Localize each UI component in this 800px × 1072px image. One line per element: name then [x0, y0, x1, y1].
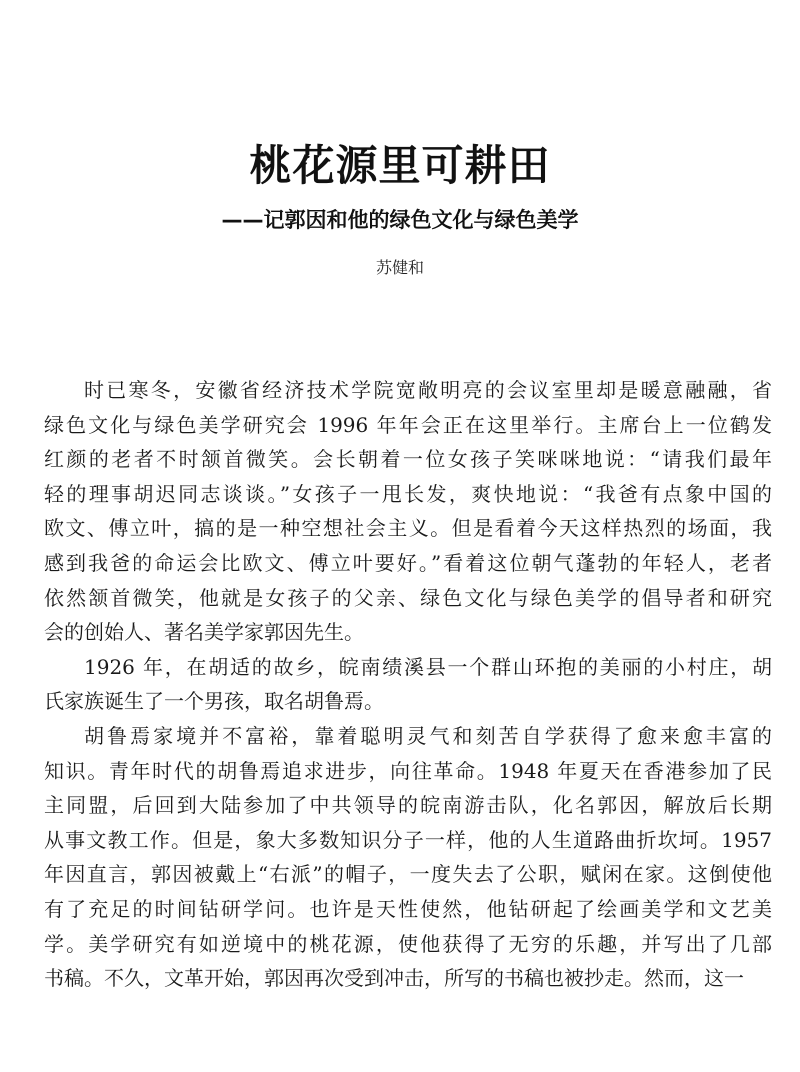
paragraph-line: 感到我爸的命运会比欧文、傅立叶要好。”看着这位朝气蓬勃的年轻人，老者 [44, 550, 772, 575]
paragraph-line: 从事文教工作。但是，象大多数知识分子一样，他的人生道路曲折坎坷。1957 [44, 827, 772, 852]
paragraph-line: 氏家族诞生了一个男孩，取名胡鲁焉。 [44, 689, 384, 714]
paragraph-line: 时已寒冬，安徽省经济技术学院宽敞明亮的会议室里却是暖意融融，省 [84, 378, 772, 402]
article-title: 桃花源里可耕田 [249, 141, 551, 190]
article-author: 苏健和 [375, 258, 424, 277]
paragraph-line: 年因直言，郭因被戴上“右派”的帽子，一度失去了公职，赋闲在家。这倒使他 [44, 862, 772, 887]
paragraph-line: 书稿。不久，文革开始，郭因再次受到冲击，所写的书稿也被抄走。然而，这一 [44, 966, 744, 991]
paragraph-line: 知识。青年时代的胡鲁焉追求进步，向往革命。1948 年夏天在香港参加了民 [44, 758, 772, 783]
paragraph-line: 绿色文化与绿色美学研究会 1996 年年会正在这里举行。主席台上一位鹤发 [44, 412, 772, 437]
paragraph-line: 学。美学研究有如逆境中的桃花源，使他获得了无穷的乐趣，并写出了几部 [44, 931, 772, 956]
paragraph-line: 会的创始人、著名美学家郭因先生。 [44, 620, 364, 645]
paragraph-line: 欧文、傅立叶，搞的是一种空想社会主义。但是看着今天这样热烈的场面，我 [44, 516, 772, 541]
paragraph-line: 轻的理事胡迟同志谈谈。”女孩子一甩长发，爽快地说：“我爸有点象中国的 [44, 481, 772, 506]
paragraph-line: 主同盟，后回到大陆参加了中共领导的皖南游击队，化名郭因，解放后长期 [44, 793, 772, 818]
article-subtitle: ——记郭因和他的绿色文化与绿色美学 [221, 208, 579, 232]
paragraph-line: 有了充足的时间钻研学问。也许是天性使然，他钻研起了绘画美学和文艺美 [44, 896, 772, 921]
paragraph-line: 1926 年，在胡适的故乡，皖南绩溪县一个群山环抱的美丽的小村庄，胡 [84, 654, 772, 679]
paragraph-line: 依然颔首微笑，他就是女孩子的父亲、绿色文化与绿色美学的倡导者和研究 [44, 585, 772, 610]
paragraph-line: 红颜的老者不时颔首微笑。会长朝着一位女孩子笑咪咪地说：“请我们最年 [44, 447, 772, 472]
paragraph-line: 胡鲁焉家境并不富裕，靠着聪明灵气和刻苦自学获得了愈来愈丰富的 [84, 723, 772, 748]
article-body [44, 373, 772, 996]
